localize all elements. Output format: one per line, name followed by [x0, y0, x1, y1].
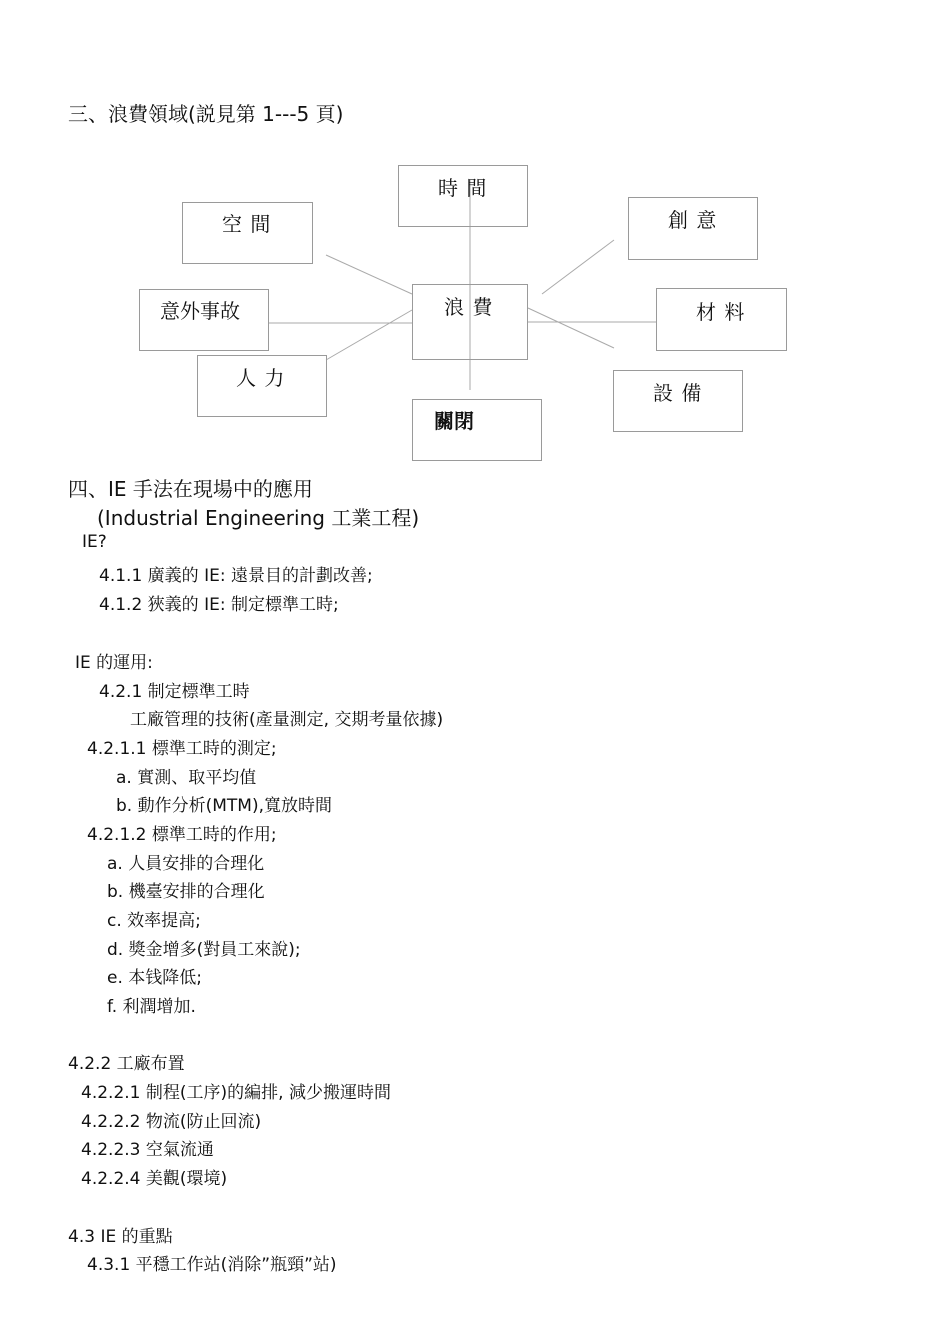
label-material: 材 料 — [696, 300, 746, 324]
label-creativity: 創 意 — [668, 208, 718, 232]
box-bottom — [412, 399, 542, 461]
item-4-2-1-2-b: b. 機臺安排的合理化 — [107, 882, 265, 902]
item-4-2-2-1: 4.2.2.1 制程(工序)的編排, 減少搬運時間 — [81, 1083, 391, 1103]
item-4-3-1: 4.3.1 平穩工作站(消除”瓶頸”站) — [87, 1255, 337, 1275]
label-equipment: 設 備 — [653, 381, 703, 405]
item-4-2-1-2-f: f. 利潤增加. — [107, 997, 196, 1017]
label-time: 時 間 — [438, 176, 488, 200]
item-4-2-1-1-a: a. 實測、取平均值 — [116, 768, 257, 788]
label-accident: 意外事故 — [160, 299, 240, 323]
section-3-title: 三、浪費領域(説見第 1---5 頁) — [68, 102, 344, 126]
item-4-2-1-2-a: a. 人員安排的合理化 — [107, 854, 265, 874]
item-4-2-1-1: 4.2.1.1 標準工時的測定; — [87, 739, 277, 759]
waste-diagram — [0, 0, 950, 470]
label-center: 浪 費 — [444, 295, 494, 319]
connector-space — [326, 255, 412, 294]
item-4-2-1-desc: 工廠管理的技術(產量測定, 交期考量依據) — [130, 710, 444, 730]
item-4-2-1-1-b: b. 動作分析(MTM),寬放時間 — [116, 796, 332, 816]
item-4-2-1-2-c: c. 效率提高; — [107, 911, 201, 931]
item-4-2-2-3: 4.2.2.3 空氣流通 — [81, 1140, 214, 1160]
connector-equipment — [528, 308, 614, 348]
item-4-1-2: 4.1.2 狹義的 IE: 制定標準工時; — [99, 595, 339, 615]
label-manpower: 人 力 — [236, 366, 286, 390]
ie-usage-heading: IE 的運用: — [75, 653, 153, 673]
connector-creativity — [542, 240, 614, 294]
item-4-2-2-2: 4.2.2.2 物流(防止回流) — [81, 1112, 262, 1132]
label-bottom: 關閉 — [434, 409, 474, 433]
section-4-subtitle: (Industrial Engineering 工業工程) — [97, 506, 420, 530]
item-4-2-1-2-e: e. 本钱降低; — [107, 968, 202, 988]
section-4-title: 四、IE 手法在現場中的應用 — [68, 477, 313, 501]
item-4-2-2: 4.2.2 工廠布置 — [68, 1054, 185, 1074]
ie-question: IE? — [82, 532, 107, 552]
item-4-2-2-4: 4.2.2.4 美觀(環境) — [81, 1169, 228, 1189]
item-4-2-1: 4.2.1 制定標準工時 — [99, 682, 250, 702]
item-4-2-1-2: 4.2.1.2 標準工時的作用; — [87, 825, 277, 845]
connector-manpower — [326, 310, 412, 360]
item-4-3: 4.3 IE 的重點 — [68, 1227, 173, 1247]
label-space: 空 間 — [222, 212, 272, 236]
item-4-1-1: 4.1.1 廣義的 IE: 遠景目的計劃改善; — [99, 566, 373, 586]
item-4-2-1-2-d: d. 獎金增多(對員工來說); — [107, 940, 301, 960]
